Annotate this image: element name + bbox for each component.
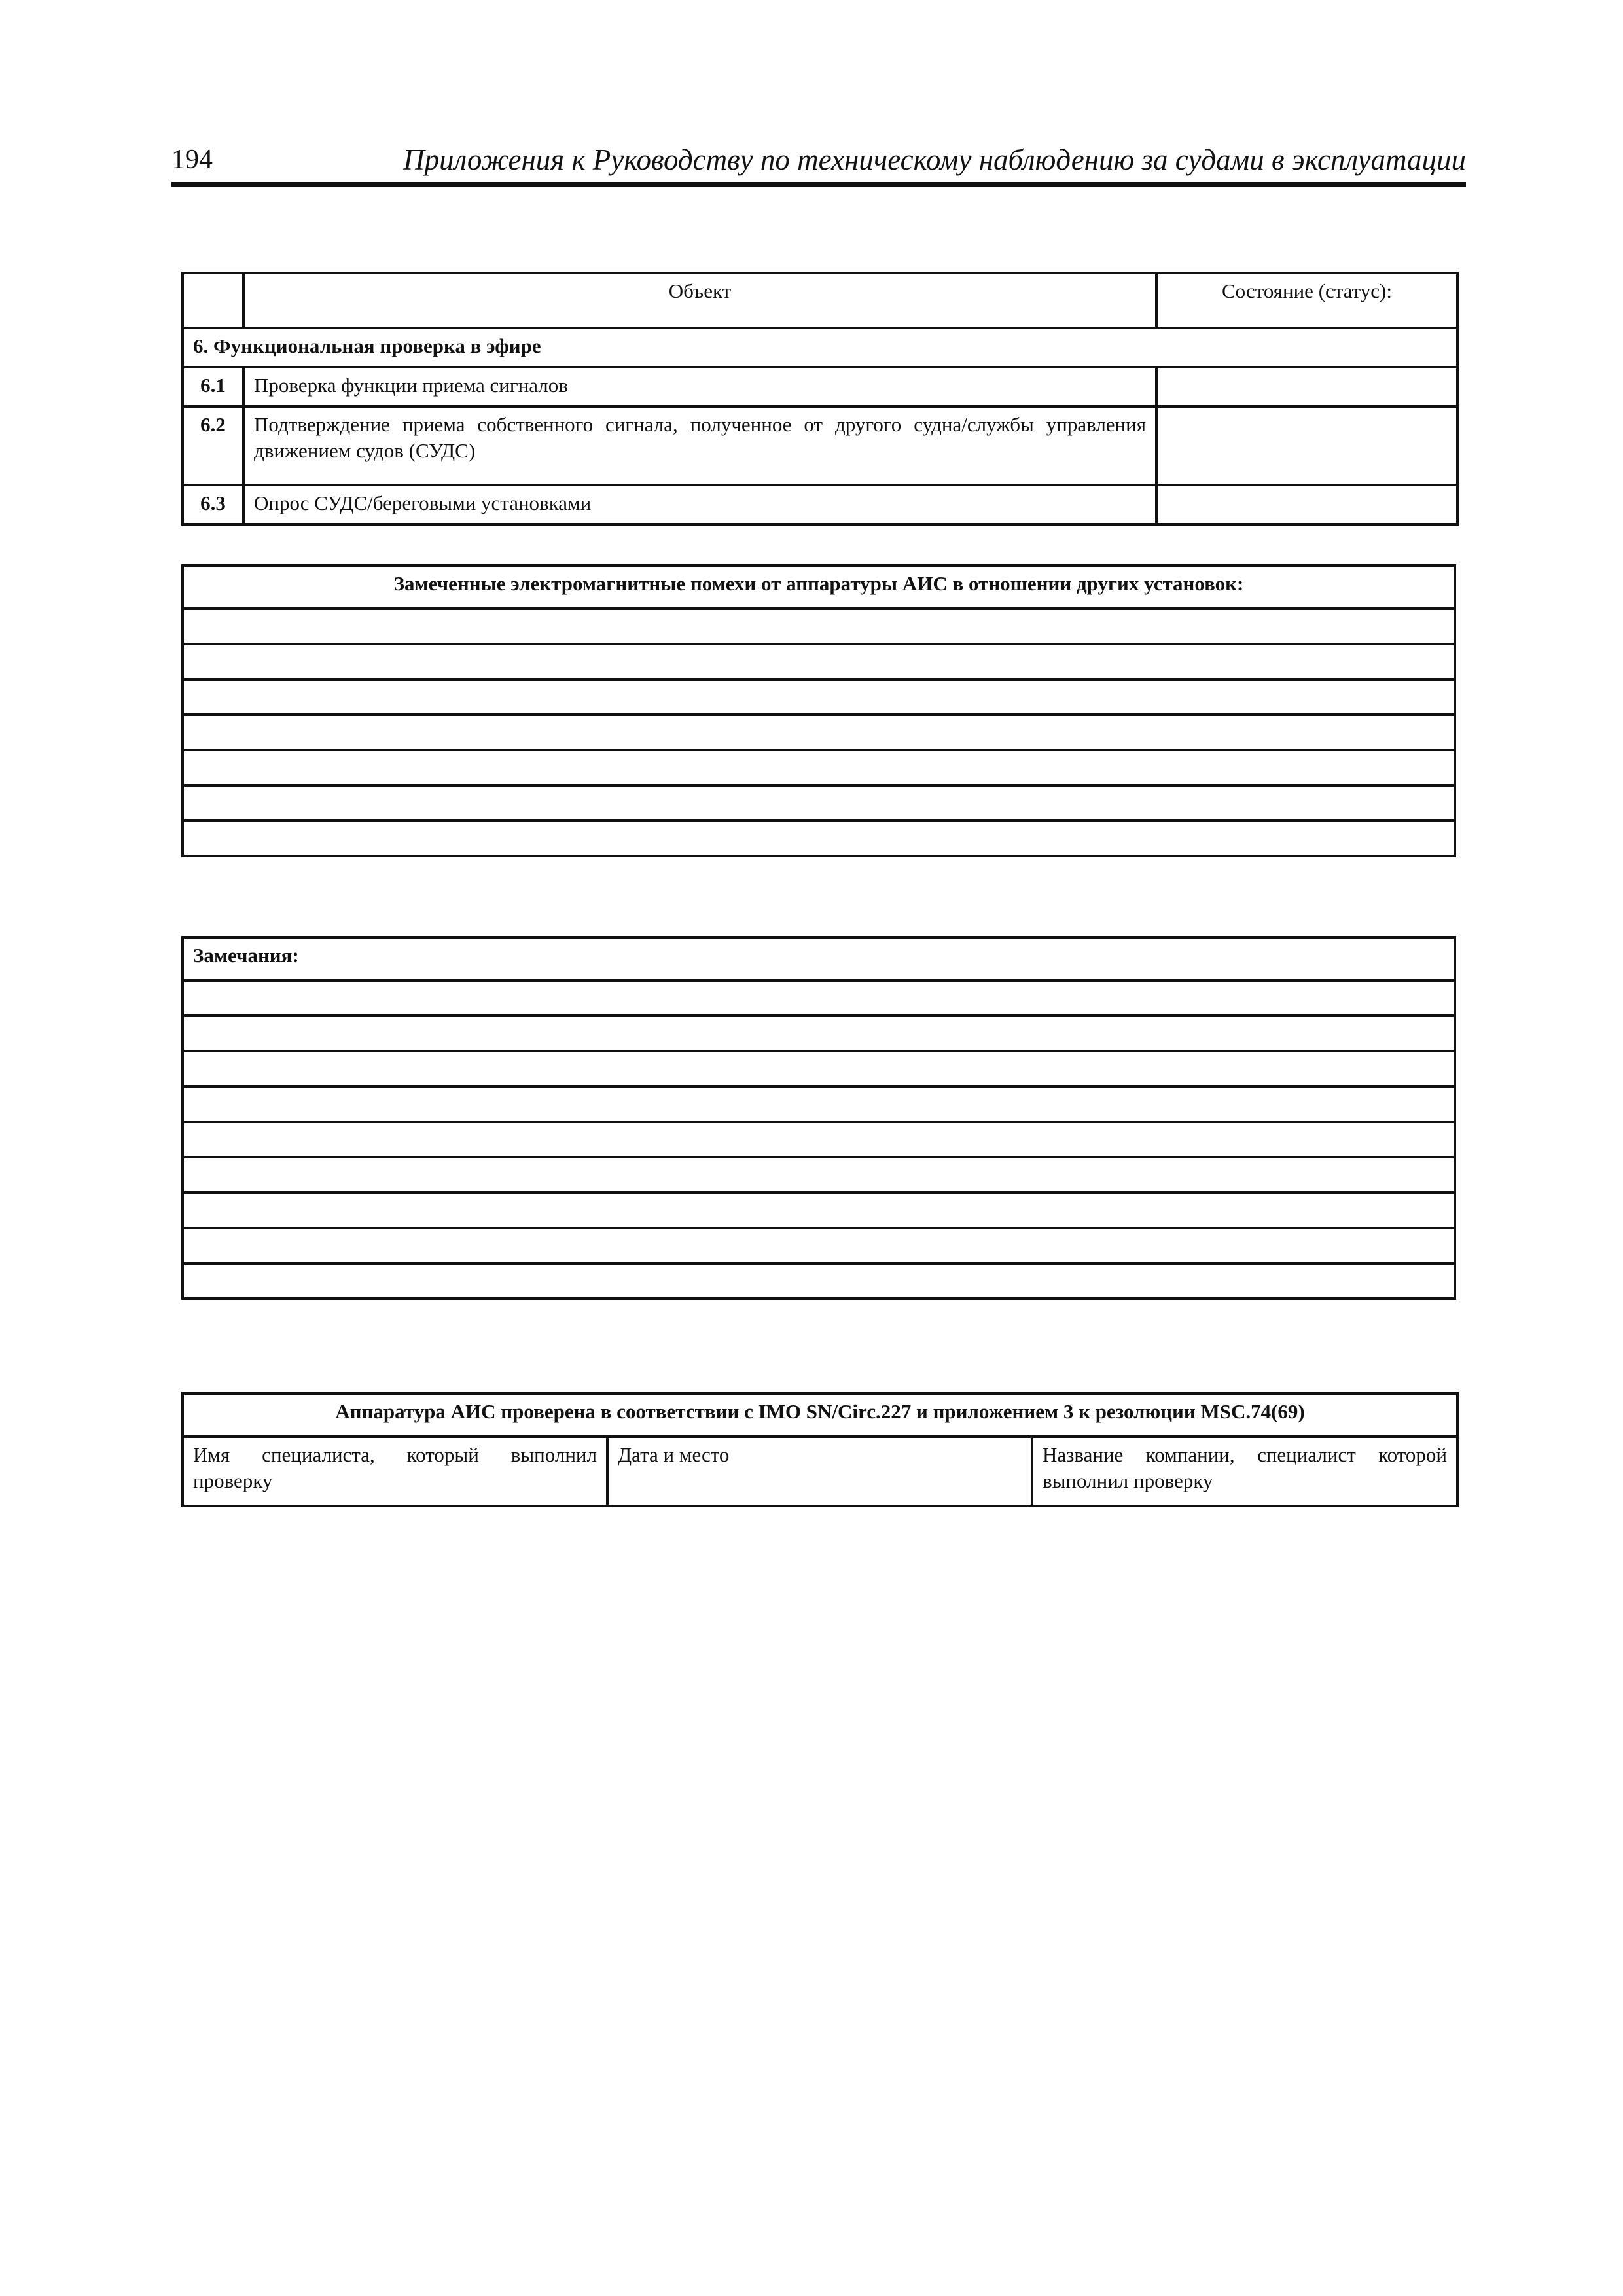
interference-table bbox=[181, 564, 1456, 857]
status-table bbox=[181, 272, 1459, 526]
blank-line bbox=[183, 785, 1455, 821]
running-title: Приложения к Руководству по техническому наблюдению за судами в эксплуатации bbox=[403, 143, 1466, 176]
row-object-text: Проверка функции приема сигналов bbox=[243, 367, 1156, 406]
blank-line bbox=[183, 1051, 1455, 1086]
blank-line bbox=[183, 1193, 1455, 1228]
remarks-table bbox=[181, 936, 1456, 1300]
signature-title-row bbox=[183, 1393, 1457, 1437]
blank-line-cell[interactable] bbox=[183, 1051, 1455, 1086]
row-number: 6.3 bbox=[183, 485, 243, 524]
blank-line bbox=[183, 1086, 1455, 1122]
column-header-object: Объект bbox=[243, 273, 1156, 328]
blank-line-cell[interactable] bbox=[183, 750, 1455, 785]
interference-title: Замеченные электромагнитные помехи от аппаратуры АИС в отношении других установок: bbox=[183, 565, 1455, 609]
blank-line-cell[interactable] bbox=[183, 1157, 1455, 1193]
row-object-text: Опрос СУДС/береговыми установками bbox=[243, 485, 1156, 524]
column-header-status: Состояние (статус): bbox=[1156, 273, 1457, 328]
table-row bbox=[183, 485, 1457, 524]
status-table-header-row bbox=[183, 273, 1457, 328]
blank-line bbox=[183, 609, 1455, 644]
blank-line bbox=[183, 1263, 1455, 1299]
blank-line-cell[interactable] bbox=[183, 644, 1455, 679]
remarks-title-row bbox=[183, 937, 1455, 980]
blank-line-cell[interactable] bbox=[183, 679, 1455, 715]
blank-line bbox=[183, 644, 1455, 679]
blank-line bbox=[183, 1228, 1455, 1263]
row-status-cell[interactable] bbox=[1156, 485, 1457, 524]
blank-line-cell[interactable] bbox=[183, 609, 1455, 644]
blank-line bbox=[183, 821, 1455, 856]
blank-line bbox=[183, 980, 1455, 1016]
signature-title: Аппаратура АИС проверена в соответствии с IMO SN/Circ.227 и приложением 3 к резолюции MSC.74(69) bbox=[183, 1393, 1457, 1437]
blank-line bbox=[183, 750, 1455, 785]
table-row bbox=[183, 406, 1457, 485]
interference-title-row bbox=[183, 565, 1455, 609]
page-header bbox=[171, 143, 1466, 187]
signature-fields-row bbox=[183, 1437, 1457, 1506]
table-row bbox=[183, 367, 1457, 406]
company-name-field[interactable]: Название компании, специалист которой выполнил проверку bbox=[1032, 1437, 1457, 1506]
remarks-title: Замечания: bbox=[183, 937, 1455, 980]
blank-line-cell[interactable] bbox=[183, 1263, 1455, 1299]
blank-line-cell[interactable] bbox=[183, 821, 1455, 856]
blank-line bbox=[183, 715, 1455, 750]
row-object-text: Подтверждение приема собственного сигнала, полученное от другого судна/службы управления движением судов (СУДС) bbox=[243, 406, 1156, 485]
signature-table bbox=[181, 1392, 1459, 1507]
row-number: 6.2 bbox=[183, 406, 243, 485]
specialist-name-field[interactable]: Имя специалиста, который выполнил проверку bbox=[183, 1437, 607, 1506]
blank-line-cell[interactable] bbox=[183, 1122, 1455, 1157]
blank-line-cell[interactable] bbox=[183, 1228, 1455, 1263]
blank-line bbox=[183, 679, 1455, 715]
header-empty-cell bbox=[183, 273, 243, 328]
blank-line bbox=[183, 1016, 1455, 1051]
blank-line bbox=[183, 1122, 1455, 1157]
row-status-cell[interactable] bbox=[1156, 406, 1457, 485]
blank-line-cell[interactable] bbox=[183, 1086, 1455, 1122]
page-number: 194 bbox=[171, 145, 213, 175]
row-number: 6.1 bbox=[183, 367, 243, 406]
blank-line-cell[interactable] bbox=[183, 1016, 1455, 1051]
row-status-cell[interactable] bbox=[1156, 367, 1457, 406]
blank-line-cell[interactable] bbox=[183, 715, 1455, 750]
section-row bbox=[183, 328, 1457, 367]
section-title: 6. Функциональная проверка в эфире bbox=[183, 328, 1457, 367]
blank-line-cell[interactable] bbox=[183, 1193, 1455, 1228]
blank-line-cell[interactable] bbox=[183, 980, 1455, 1016]
blank-line bbox=[183, 1157, 1455, 1193]
date-place-field[interactable]: Дата и место bbox=[607, 1437, 1032, 1506]
blank-line-cell[interactable] bbox=[183, 785, 1455, 821]
